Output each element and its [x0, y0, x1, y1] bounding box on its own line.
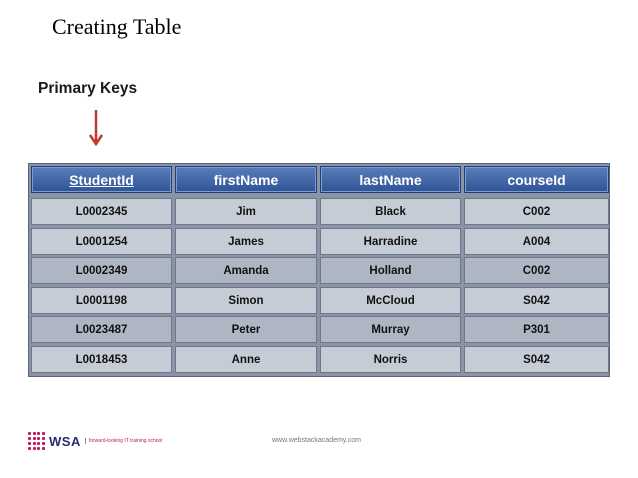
- table-row: [31, 198, 609, 225]
- cell-lastname: McCloud: [320, 287, 461, 314]
- cell-studentid: L0002345: [31, 198, 172, 225]
- cell-firstname: Amanda: [175, 257, 317, 284]
- primary-keys-label: Primary Keys: [38, 80, 138, 97]
- cell-courseid: A004: [464, 228, 609, 255]
- cell-lastname: Holland: [320, 257, 461, 284]
- cell-courseid: C002: [464, 257, 609, 284]
- cell-lastname: Harradine: [320, 228, 461, 255]
- table-row: [31, 228, 609, 255]
- cell-courseid: S042: [464, 287, 609, 314]
- cell-courseid: S042: [464, 346, 609, 373]
- cell-studentid: L0018453: [31, 346, 172, 373]
- students-table: [28, 163, 610, 377]
- logo-tagline: forward-looking IT training school: [85, 438, 163, 444]
- cell-lastname: Black: [320, 198, 461, 225]
- cell-firstname: Jim: [175, 198, 317, 225]
- table-row: [31, 316, 609, 343]
- cell-lastname: Norris: [320, 346, 461, 373]
- down-arrow-icon: [88, 108, 104, 148]
- cell-firstname: James: [175, 228, 317, 255]
- logo-text: WSA: [49, 433, 81, 449]
- header-firstname: firstName: [175, 166, 317, 193]
- cell-studentid: L0002349: [31, 257, 172, 284]
- cell-studentid: L0023487: [31, 316, 172, 343]
- header-studentid: StudentId: [31, 166, 172, 193]
- table-row: [31, 346, 609, 373]
- logo-dots-icon: [28, 432, 46, 450]
- cell-studentid: L0001254: [31, 228, 172, 255]
- cell-studentid: L0001198: [31, 287, 172, 314]
- cell-courseid: C002: [464, 198, 609, 225]
- wsa-logo: [28, 432, 162, 450]
- header-lastname: lastName: [320, 166, 461, 193]
- table-row: [31, 287, 609, 314]
- cell-firstname: Anne: [175, 346, 317, 373]
- table-row: [31, 257, 609, 284]
- header-courseid: courseId: [464, 166, 609, 193]
- slide-title: Creating Table: [52, 14, 182, 39]
- cell-firstname: Peter: [175, 316, 317, 343]
- cell-firstname: Simon: [175, 287, 317, 314]
- cell-lastname: Murray: [320, 316, 461, 343]
- footer-url[interactable]: www.webstackacademy.com: [272, 437, 361, 444]
- header-row: [31, 166, 609, 193]
- cell-courseid: P301: [464, 316, 609, 343]
